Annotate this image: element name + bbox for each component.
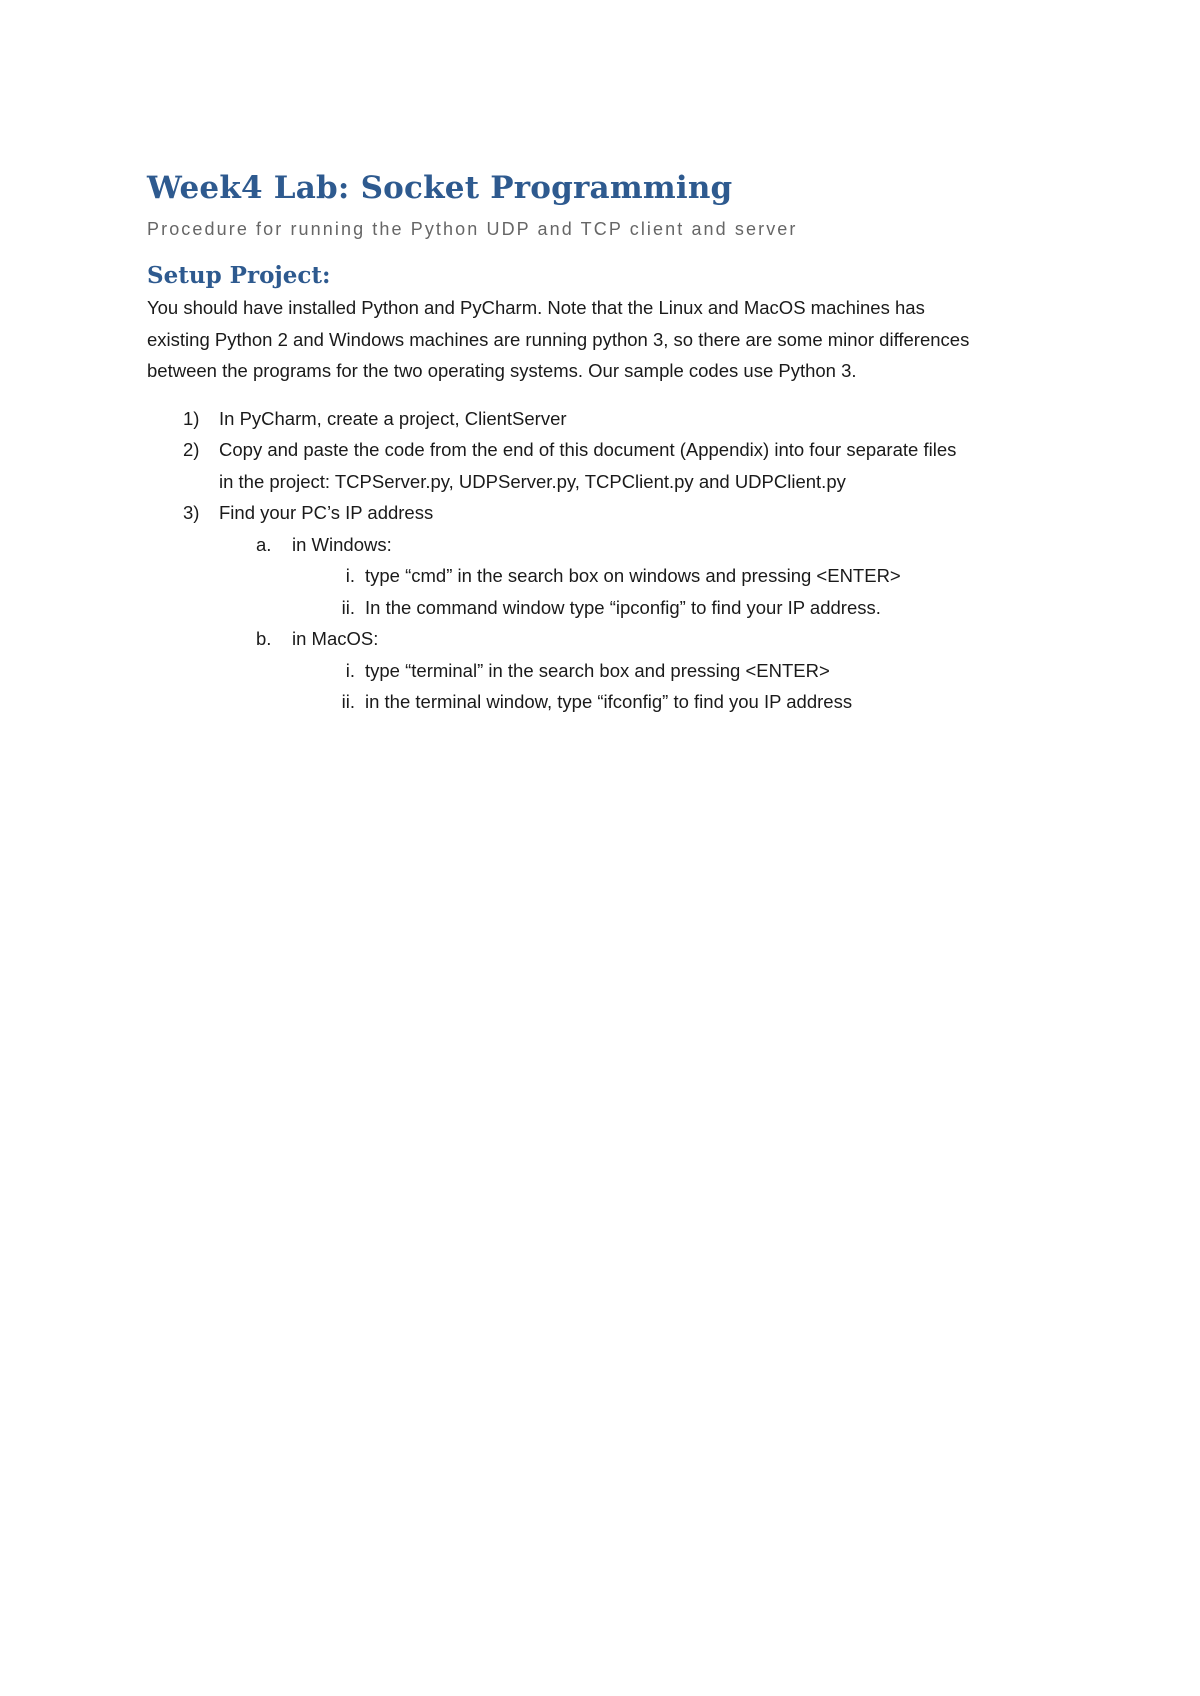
roman-marker: i. [345,565,355,586]
step-marker: 2) [183,439,200,460]
step-item-3 [147,497,1067,529]
step-marker: 1) [183,407,200,429]
step-text: In PyCharm, create a project, ClientServer [219,407,567,429]
roman-marker: i. [345,659,355,681]
step-item-1 [147,403,1067,435]
detail-text: In the command window type “ipconfig” to find your IP address. [365,596,881,618]
substep-text: in Windows: [292,533,392,555]
substep-marker: b. [256,628,272,649]
substep-detail-item [147,655,1067,687]
document-subtitle: Procedure for running the Python UDP and TCP client and server [147,219,798,239]
detail-text: type “terminal” in the search box and pressing <ENTER> [365,659,830,681]
roman-marker: ii. [341,596,355,618]
step-text: Find your PC’s IP address [219,502,434,523]
intro-paragraph [147,292,1067,387]
substep-detail-item [147,592,1067,624]
step-text: Copy and paste the code from the end of this document (Appendix) into four separate files [219,439,957,460]
steps-list [147,403,1067,718]
step-item-2 [147,434,1067,497]
detail-text: in the terminal window, type “ifconfig” to find you IP address [365,691,853,712]
substep-detail-item [147,560,1067,592]
intro-line: You should have installed Python and PyCharm. Note that the Linux and MacOS machines has [147,297,925,318]
step-text: in the project: TCPServer.py, UDPServer.py, TCPClient.py and UDPClient.py [219,470,846,492]
document-content [147,168,1067,718]
substep-marker: a. [256,533,272,555]
substep-item-macos [147,623,1067,655]
roman-marker: ii. [341,691,355,712]
substep-detail-item [147,686,1067,718]
substep-item-windows [147,529,1067,561]
intro-line: existing Python 2 and Windows machines are running python 3, so there are some minor differences [147,328,970,350]
detail-text: type “cmd” in the search box on windows and pressing <ENTER> [365,565,901,586]
section-heading-setup-project: Setup Project: [147,262,331,289]
substep-text: in MacOS: [292,628,379,649]
step-marker: 3) [183,502,200,523]
document-title: Week4 Lab: Socket Programming [147,170,733,206]
intro-line: between the programs for the two operating systems. Our sample codes use Python 3. [147,360,857,381]
